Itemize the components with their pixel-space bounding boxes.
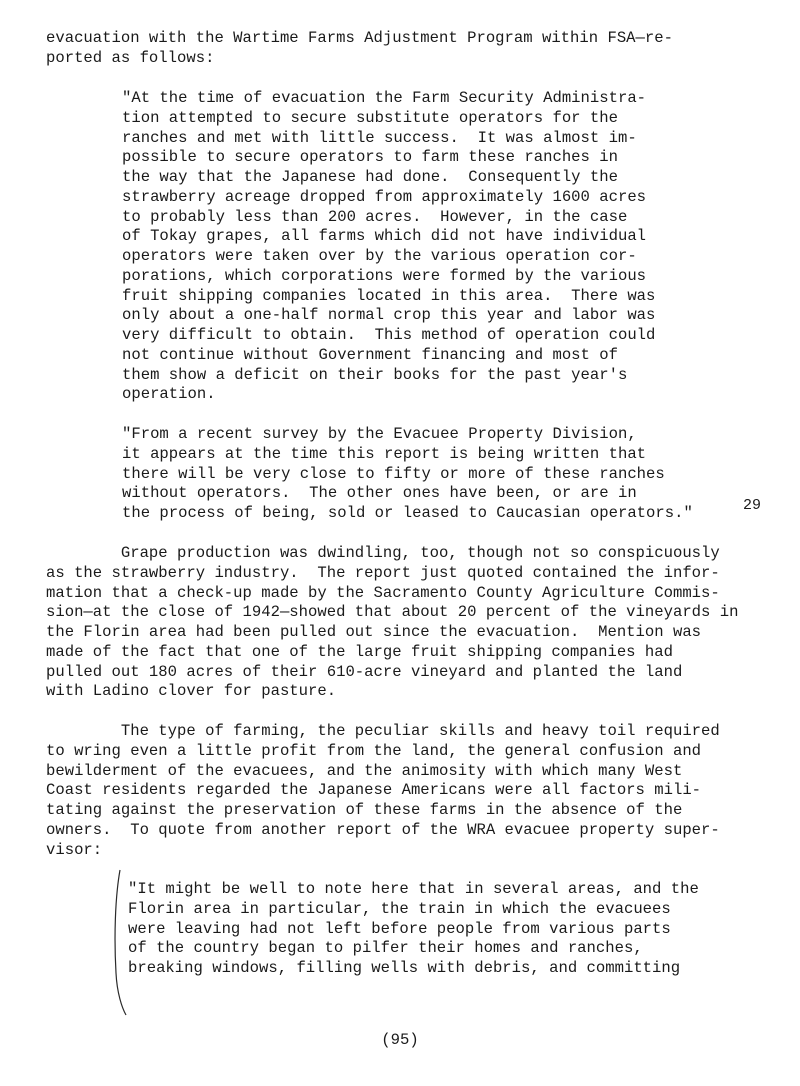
block-quote-pilfering [128, 880, 699, 979]
text-line: The type of farming, the peculiar skills and heavy toil required [46, 722, 720, 740]
text-line: evacuation with the Wartime Farms Adjustment Program within FSA—re- [46, 29, 673, 47]
text-line: operation. [122, 385, 216, 404]
text-line: not continue without Government financing and most of [122, 345, 618, 364]
text-line: of the country began to pilfer their homes and ranches, [128, 939, 643, 958]
text-line: "At the time of evacuation the Farm Security Administra- [122, 89, 647, 107]
handwritten-margin-bracket [112, 868, 128, 1018]
text-line: very difficult to obtain. This method of operation could [122, 326, 656, 344]
text-line: ranches and met with little success. It was almost im- [122, 128, 637, 147]
text-line: them show a deficit on their books for the past year's [122, 365, 628, 384]
text-line: bewilderment of the evacuees, and the animosity with which many West [46, 761, 683, 780]
text-line: "It might be well to note here that in several areas, and the [128, 880, 699, 898]
text-line: ported as follows: [46, 48, 215, 67]
text-line: owners. To quote from another report of the WRA evacuee property super- [46, 820, 720, 839]
paragraph-type-of-farming [46, 722, 720, 860]
text-line: Grape production was dwindling, too, though not so conspicuously [46, 544, 720, 562]
text-line: made of the fact that one of the large fruit shipping companies had [46, 642, 673, 661]
text-line: pulled out 180 acres of their 610-acre vineyard and planted the land [46, 662, 683, 681]
text-line: the way that the Japanese had done. Consequently the [122, 168, 618, 186]
text-line: were leaving had not left before people from various parts [128, 919, 671, 938]
text-line: sion—at the close of 1942—showed that about 20 percent of the vineyards in [46, 603, 739, 622]
text-line: without operators. The other ones have been, or are in [122, 484, 637, 503]
text-line: "From a recent survey by the Evacuee Property Division, [122, 425, 637, 443]
text-line: to probably less than 200 acres. However, in the case [122, 207, 628, 226]
page-number: (95) [381, 1031, 419, 1049]
text-line: possible to secure operators to farm these ranches in [122, 148, 618, 167]
intro-paragraph [46, 29, 673, 69]
text-line: with Ladino clover for pasture. [46, 682, 337, 701]
text-line: tating against the preservation of these farms in the absence of the [46, 801, 683, 819]
text-line: the process of being, sold or leased to Caucasian operators." [122, 504, 693, 522]
text-line: only about a one-half normal crop this year and labor was [122, 306, 656, 325]
footnote-marker: 29 [743, 497, 762, 514]
text-line: Coast residents regarded the Japanese Americans were all factors mili- [46, 781, 702, 800]
text-line: there will be very close to fifty or more of these ranches [122, 464, 665, 483]
text-line: of Tokay grapes, all farms which did not have individual [122, 227, 647, 246]
text-line: fruit shipping companies located in this area. There was [122, 286, 656, 305]
text-line: operators were taken over by the various operation cor- [122, 247, 637, 265]
block-quote-farm-security [122, 89, 655, 405]
text-line: Florin area in particular, the train in which the evacuees [128, 899, 671, 918]
text-line: to wring even a little profit from the land, the general confusion and [46, 741, 702, 760]
text-line: porations, which corporations were formed by the various [122, 266, 647, 285]
text-line: breaking windows, filling wells with debris, and committing [128, 959, 681, 977]
text-line: strawberry acreage dropped from approximately 1600 acres [122, 187, 647, 206]
text-line: it appears at the time this report is being written that [122, 444, 647, 463]
text-line: mation that a check-up made by the Sacramento County Agriculture Commis- [46, 583, 720, 602]
text-line: visor: [46, 840, 103, 859]
text-line: the Florin area had been pulled out since the evacuation. Mention was [46, 623, 702, 641]
paragraph-grape-production [46, 544, 738, 702]
block-quote-evacuee-property-survey [122, 425, 693, 524]
text-line: as the strawberry industry. The report just quoted contained the infor- [46, 563, 720, 582]
text-line: tion attempted to secure substitute operators for the [122, 108, 618, 127]
